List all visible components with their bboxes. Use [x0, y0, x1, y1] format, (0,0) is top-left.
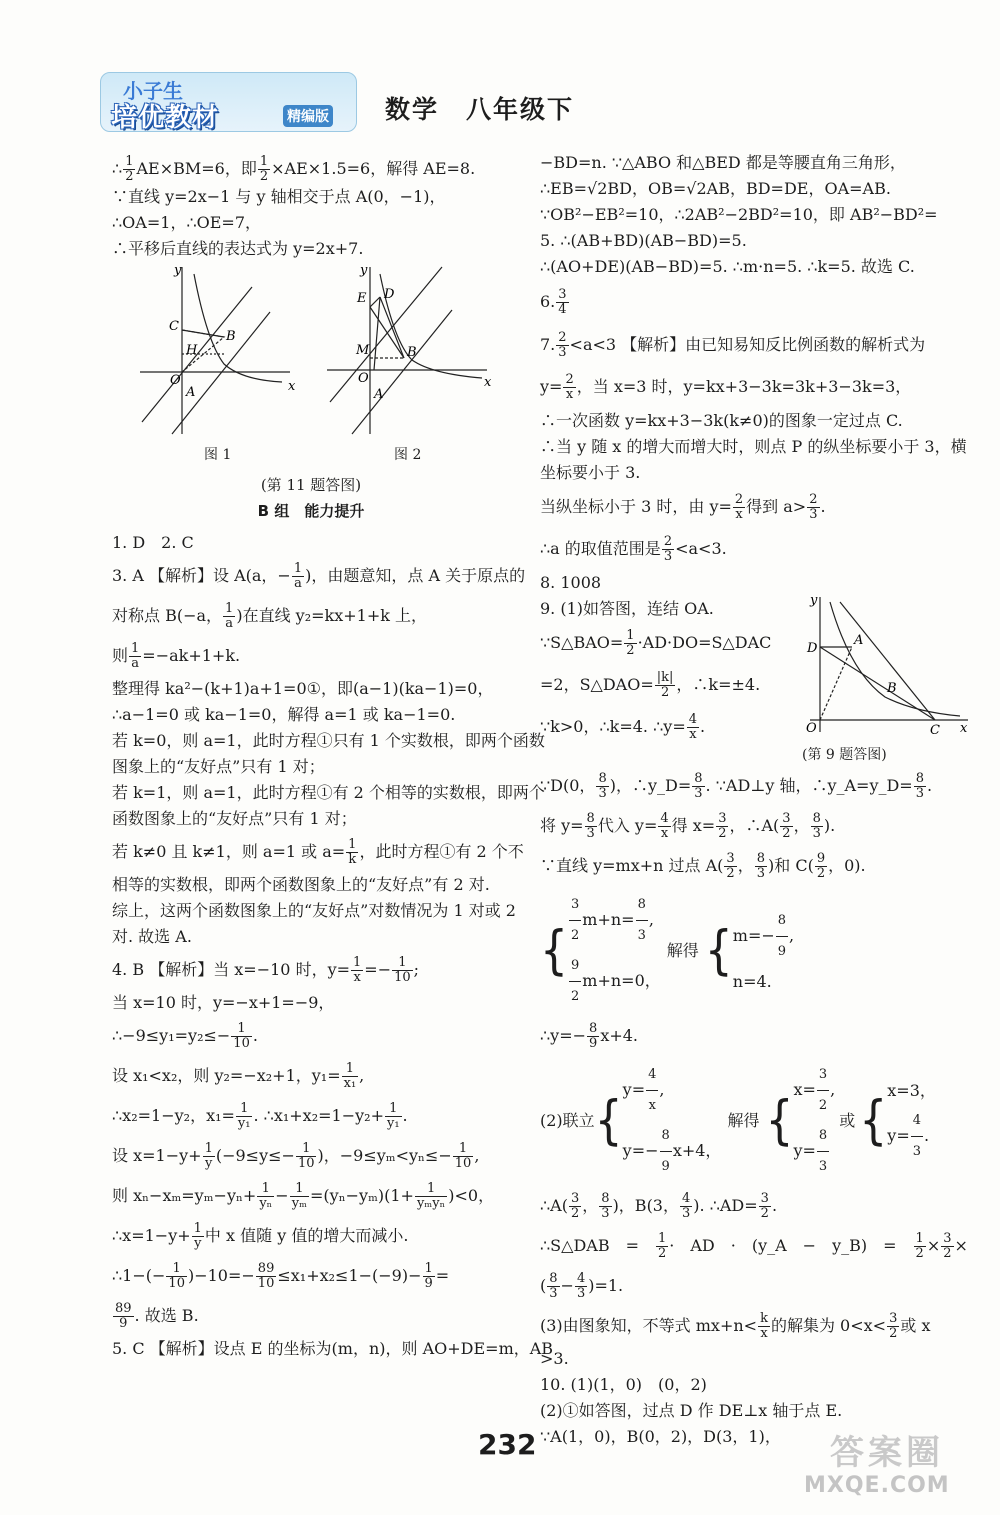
answer-line: ∵OB²−EB²=10，∴2AB²−2BD²=10，即 AB²−BD²= [540, 205, 938, 224]
logo-main-text: 培优教材 [111, 103, 220, 133]
fig1-label-C: C [169, 319, 179, 334]
answer-line: 坐标要小于 3. [540, 463, 641, 482]
answer-line: ∵S△BAO= $\frac{1}{2}$ ·AD·DO=S△DAC [540, 628, 772, 658]
answer-line: 10. (1)(1，0) (0，2) [540, 1375, 707, 1394]
answer-line: 7. $\frac{2}{3}$ <a<3 【解析】由已知易知反比例函数的解析式为 [540, 330, 926, 360]
fig1-label-A: A [186, 385, 196, 400]
fig2-label-D: D [384, 287, 395, 302]
fig1-label-B: B [226, 329, 236, 344]
answer-line: 9. (1)如答图，连结 OA. [540, 599, 714, 618]
figure-9-caption: (第 9 题答图) [802, 747, 887, 763]
equation-system: { $\frac{3}{2}$ m+n= $\frac{8}{3}$ , $\frac{9}{2}$ m+n=0， 解得 { m=− $\frac{8}{9}$ , n=4. [540, 890, 970, 1012]
answer-line: 1. D 2. C [112, 533, 194, 552]
answer-line: 5. C 【解析】设点 E 的坐标为(m，n)，则 AO+DE=m，AB [112, 1339, 554, 1358]
answer-line: 函数图象上的“友好点”只有 1 对； [112, 809, 357, 828]
answer-line: ∴a−1=0 或 ka−1=0，解得 a=1 或 ka−1=0. [112, 705, 456, 724]
answer-line: 则 $\frac{1}{a}$ =−ak+1+k. [112, 641, 241, 671]
book-title: 数学 八年级下 [385, 95, 575, 124]
fig9-label-D: D [807, 641, 818, 656]
answer-line: ∴1−(− $\frac{1}{10}$ )−10=− $\frac{89}{10}$ ≤x₁+x₂≤1−(−9)− $\frac{1}{9}$ = [112, 1261, 450, 1291]
answer-line: ∴a 的取值范围是 $\frac{2}{3}$ <a<3. [540, 534, 727, 564]
figure-1 [140, 267, 290, 434]
answer-line: ∴当 y 随 x 的增大而增大时，则点 P 的纵坐标要小于 3，横 [540, 437, 967, 456]
answer-line: ∴(AO+DE)(AB−BD)=5. ∴m·n=5. ∴k=5. 故选 C. [540, 257, 915, 276]
answer-line: ∵A(1，0)，B(0，2)，D(3，1)， [540, 1427, 781, 1446]
fig9-label-y: y [810, 593, 818, 608]
answer-line: 4. B 【解析】当 x=−10 时，y= $\frac{1}{x}$ =− $\frac{1}{10}$ ; [112, 955, 420, 985]
answer-line: 3. A 【解析】设 A(a，− $\frac{1}{a}$ )，由题意知，点 A 关于原点的 [112, 561, 526, 591]
answer-line: ∴A( $\frac{3}{2}$ ， $\frac{8}{3}$ )，B(3， $\frac{4}{3}$ ). ∴AD= $\frac{3}{2}$ . [540, 1191, 778, 1221]
fig2-label-A: A [374, 387, 384, 402]
answer-line: (3)由图象知，不等式 mx+n< $\frac{k}{x}$ 的解集为 0<x< $\frac{3}{2}$ 或 x [540, 1311, 931, 1341]
page-header [100, 72, 980, 132]
answer-line: 当 x=10 时，y=−x+1=−9， [112, 993, 335, 1012]
answer-line: 若 k=0，则 a=1，此时方程①只有 1 个实数根，即两个函数 [112, 731, 545, 750]
answer-line: −BD=n. ∵△ABO 和△BED 都是等腰直角三角形， [540, 153, 906, 172]
figure-11-graphs [112, 262, 510, 442]
answer-line: ∴x=1−y+ $\frac{1}{y}$ 中 x 值随 y 值的增大而减小. [112, 1221, 409, 1251]
answer-line: >3. [540, 1349, 569, 1368]
text-line: ∵直线 y=2x−1 与 y 轴相交于点 A(0，−1)， [112, 187, 446, 206]
answer-line: 8. 1008 [540, 573, 602, 592]
logo-badge: 精编版 [283, 105, 333, 127]
answer-line: 图象上的“友好点”只有 1 对； [112, 757, 325, 776]
page-number: 232 [478, 1428, 537, 1461]
section-title: B 组 能力提升 [257, 502, 365, 520]
fig2-label-M: M [356, 343, 370, 358]
answer-line: ∴y=− $\frac{8}{9}$ x+4. [540, 1021, 639, 1051]
answer-line: 设 x=1−y+ $\frac{1}{y}$ (−9≤y≤− $\frac{1}{10}$ )，−9≤yₘ<yₙ≤− $\frac{1}{10}$ , [112, 1141, 480, 1171]
figure-11 [112, 262, 510, 472]
fig2-label-y: y [360, 263, 368, 278]
answer-line: ∴EB=√2BD，OB=√2AB，BD=DE，OA=AB. [540, 179, 891, 198]
answer-line: $\frac{89}{9}$ . 故选 B. [115, 1301, 199, 1331]
fraction: $\frac{1}{2}$ [125, 154, 134, 184]
watermark [800, 1425, 985, 1500]
answer-line: =2，S△DAO= $\frac{|k|}{2}$ ，∴k=±4. [540, 670, 761, 700]
fig2-label-B: B [407, 345, 417, 360]
fig9-label-O: O [806, 721, 817, 736]
text-line: ∴平移后直线的表达式为 y=2x+7. [112, 239, 364, 258]
figure-caption: (第 11 题答图) [260, 476, 362, 494]
fig9-label-x: x [960, 721, 968, 736]
fig1-label-H: H [186, 343, 198, 358]
fig1-label-O: O [170, 373, 181, 388]
answer-line: 当纵坐标小于 3 时，由 y= $\frac{2}{x}$ 得到 a> $\frac{2}{3}$ . [540, 492, 826, 522]
figure-9-graph [790, 592, 970, 742]
answer-line: y= $\frac{2}{x}$ ，当 x=3 时，y=kx+3−3k=3k+3−3k=3， [540, 372, 912, 402]
answer-line: 则 xₙ−xₘ=yₘ−yₙ+ $\frac{1}{\text{yₙ}}$ − $\frac{1}{\text{yₘ}}$ =(yₙ−yₘ)(1+ $\frac{1}{\text{yₘyₙ}}$ )<0， [112, 1181, 495, 1211]
answer-line: ∵直线 y=mx+n 过点 A( $\frac{3}{2}$ ， $\frac{8}{3}$ )和 C( $\frac{9}{2}$ ，0). [540, 851, 866, 881]
text-line: ∴OA=1，∴OE=7， [112, 213, 262, 232]
answer-line: ∵D(0， $\frac{8}{3}$ )，∴y_D= $\frac{8}{3}$ . ∵AD⊥y 轴，∴y_A=y_D= $\frac{8}{3}$ . [540, 771, 933, 801]
fig9-label-B: B [887, 681, 897, 696]
answer-line: ∴一次函数 y=kx+3−3k(k≠0)的图象一定过点 C. [540, 411, 903, 430]
answer-line: ∴x₂=1−y₂，x₁= $\frac{1}{\text{y₁}}$ . ∴x₁+x₂=1−y₂+ $\frac{1}{\text{y₁}}$ . [112, 1101, 408, 1131]
brand-logo [100, 72, 357, 132]
answer-line: 若 k≠0 且 k≠1，则 a=1 或 a= $\frac{1}{k}$ ，此时方程①有 2 个不 [112, 837, 524, 867]
answer-line: 相等的实数根，即两个函数图象上的“友好点”有 2 对. [112, 875, 490, 894]
answer-line: 6. $\frac{3}{4}$ [540, 287, 567, 317]
answer-line: ∴S△DAB = $\frac{1}{2}$ · AD · (y_A − y_B) = $\frac{1}{2}$ × $\frac{3}{2}$ × [540, 1231, 968, 1261]
equation-system-2: (2)联立 { y= $\frac{4}{x}$ , y=− $\frac{8}{9}$ x+4， 解得 { x= $\frac{3}{2}$ , y= $\frac{8}{3}$ 或 { x=3， y= $\frac{4}{3}$ . [540, 1060, 970, 1182]
answer-line: (2)①如答图，过点 D 作 DE⊥x 轴于点 E. [540, 1401, 843, 1420]
fig1-label-x: x [288, 379, 296, 394]
answer-line: 将 y= $\frac{8}{3}$ 代入 y= $\frac{4}{x}$ 得 x= $\frac{3}{2}$ ，∴A( $\frac{3}{2}$ ， $\frac{8}{3}$ ). [540, 811, 836, 841]
answer-line: 若 k=1，则 a=1，此时方程①有 2 个相等的实数根，即两个 [112, 783, 545, 802]
figure-2-caption: 图 2 [394, 447, 422, 463]
fig2-label-x: x [484, 375, 492, 390]
answer-line: 设 x₁<x₂，则 y₂=−x₂+1，y₁= $\frac{1}{\text{x₁}}$ , [112, 1061, 365, 1091]
fig2-label-O: O [358, 371, 369, 386]
question-9-block [540, 593, 970, 766]
answer-line: 对. 故选 A. [112, 927, 192, 946]
figure-1-caption: 图 1 [204, 447, 232, 463]
answer-line: 综上，这两个函数图象上的“友好点”对数情况为 1 对或 2 [112, 901, 516, 920]
fig9-label-A: A [854, 633, 864, 648]
answer-line: 对称点 B(−a， $\frac{1}{a}$ )在直线 y₂=kx+1+k 上， [112, 601, 428, 631]
text-line: ∴ $\frac{1}{2}$ AE×BM=6，即 $\frac{1}{2}$ ×AE×1.5=6，解得 AE=8. [112, 154, 476, 184]
answer-line: 5. ∴(AB+BD)(AB−BD)=5. [540, 231, 747, 250]
logo-top-text: 小子生 [123, 79, 183, 103]
fig9-label-C: C [930, 723, 940, 738]
fig2-label-E: E [357, 291, 367, 306]
answer-line: ∴−9≤y₁=y₂≤− $\frac{1}{10}$ . [112, 1021, 258, 1051]
fig1-label-y: y [174, 263, 182, 278]
answer-line: ∵k>0，∴k=4. ∴y= $\frac{4}{x}$ . [540, 712, 706, 742]
right-column [540, 150, 970, 1450]
watermark-top: 答案圈 [830, 1433, 944, 1473]
answer-line: 整理得 ka²−(k+1)a+1=0①，即(a−1)(ka−1)=0， [112, 679, 494, 698]
answer-line: ( $\frac{8}{3}$ − $\frac{4}{3}$ )=1. [540, 1271, 624, 1301]
watermark-url: MXQE.COM [804, 1473, 950, 1498]
